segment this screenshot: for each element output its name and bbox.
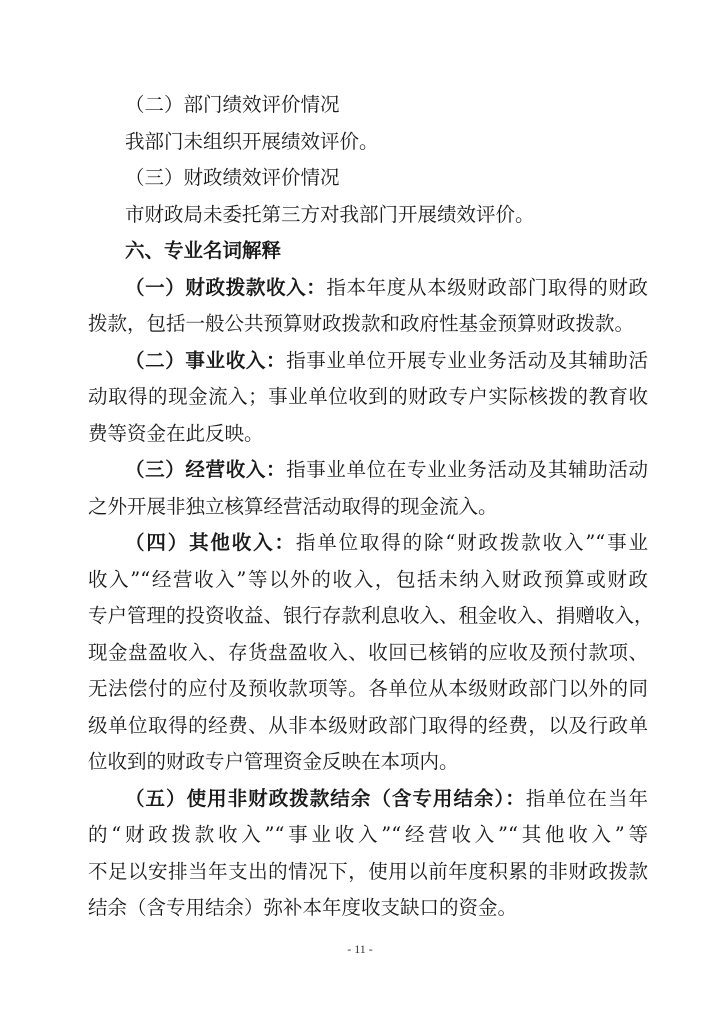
dept-eval-text: 我部门未组织开展绩效评价。: [125, 129, 379, 153]
glossary-text-line: 级单位取得的经费、从非本级财政部门取得的经费，以及行政单: [88, 713, 648, 737]
glossary-item-3: [125, 457, 648, 483]
glossary-text-line: 收入”“经营收入”等以外的收入，包括未纳入财政预算或财政: [88, 567, 648, 591]
glossary-text-line: 无法偿付的应付及预收款项等。各单位从本级财政部门以外的同: [88, 677, 648, 700]
glossary-text: 指事业单位在专业业务活动及其辅助活动: [286, 458, 648, 481]
glossary-term: （一）财政拨款收入：: [125, 275, 327, 299]
dept-eval-heading: （二）部门绩效评价情况: [125, 93, 340, 116]
glossary-text-line: 之外开展非独立核算经营活动取得的现金流入。: [88, 494, 498, 518]
glossary-text-line: 的“财政拨款收入”“事业收入”“经营收入”“其他收入”等: [88, 823, 648, 846]
finance-eval-heading: （三）财政绩效评价情况: [125, 166, 340, 189]
glossary-term: （二）事业收入：: [125, 348, 287, 372]
glossary-text-line: 拨款，包括一般公共预算财政拨款和政府性基金预算财政拨款。: [88, 312, 635, 335]
glossary-item-2: [125, 348, 648, 374]
glossary-text: 指单位取得的除“财政拨款收入”“事业: [295, 531, 648, 554]
glossary-text-line: 结余（含专用结余）弥补本年度收支缺口的资金。: [88, 896, 518, 919]
glossary-term: （三）经营收入：: [125, 458, 287, 481]
glossary-item-5: [125, 786, 648, 812]
glossary-term: （五）使用非财政拨款结余（含专用结余）：: [125, 786, 526, 810]
glossary-heading: 六、专业名词解释: [125, 239, 282, 262]
glossary-text-line: 位收到的财政专户管理资金反映在本项内。: [88, 750, 459, 773]
glossary-text: 指本年度从本级财政部门取得的财政: [326, 275, 648, 299]
glossary-text: 指事业单位开展专业业务活动及其辅助活: [286, 348, 648, 372]
glossary-item-4: [125, 530, 648, 556]
glossary-text-line: 现金盘盈收入、存货盘盈收入、收回已核销的应收及预付款项、: [88, 640, 648, 664]
glossary-text: 指单位在当年: [525, 786, 648, 810]
page-number: - 11 -: [347, 942, 373, 956]
glossary-term: （四）其他收入：: [125, 531, 296, 554]
glossary-item-1: [125, 275, 648, 301]
glossary-text-line: 费等资金在此反映。: [88, 421, 264, 445]
glossary-text-line: 不足以安排当年支出的情况下，使用以前年度积累的非财政拨款: [88, 859, 648, 883]
finance-eval-text: 市财政局未委托第三方对我部门开展绩效评价。: [125, 202, 535, 226]
glossary-text-line: 专户管理的投资收益、银行存款利息收入、租金收入、捐赠收入，: [88, 604, 654, 627]
glossary-text-line: 动取得的现金流入；事业单位收到的财政专户实际核拨的教育收: [88, 385, 648, 408]
